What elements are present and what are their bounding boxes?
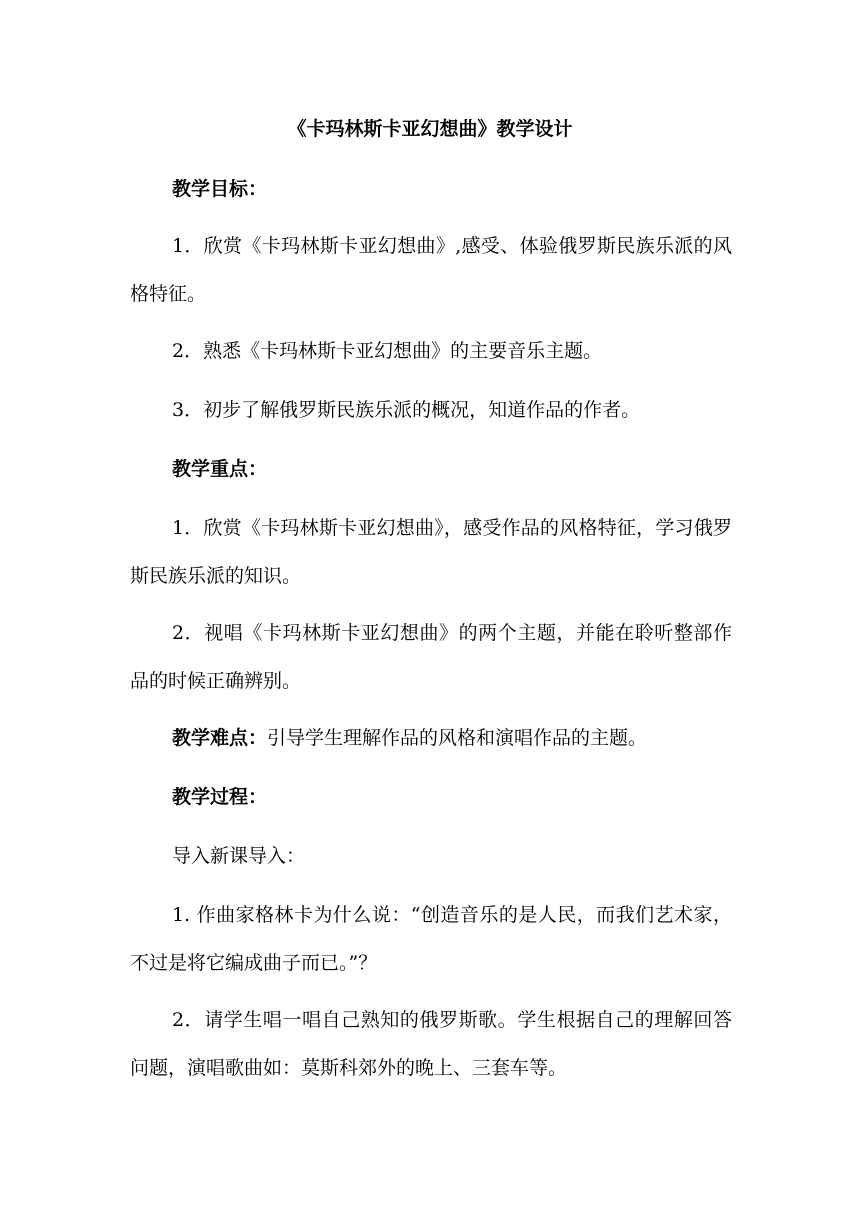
objective-item-3: 3．初步了解俄罗斯民族乐派的概况，知道作品的作者。: [172, 399, 641, 421]
objective-item-1: 1．欣赏《卡玛林斯卡亚幻想曲》,感受、体验俄罗斯民族乐派的风格特征。: [130, 235, 732, 305]
difficulty-text: 引导学生理解作品的风格和演唱作品的主题。: [267, 727, 648, 749]
intro-line: 导入新课导入：: [172, 845, 306, 867]
process-item-1: 1. 作曲家格林卡为什么说：“创造音乐的是人民，而我们艺术家，不过是将它编成曲子而已。”？: [130, 904, 732, 974]
document-title: 《卡玛林斯卡亚幻想曲》教学设计: [287, 118, 573, 140]
key-points-heading: 教学重点：: [172, 458, 268, 480]
objectives-heading: 教学目标：: [172, 178, 268, 200]
key-point-item-1: 1．欣赏《卡玛林斯卡亚幻想曲》，感受作品的风格特征，学习俄罗斯民族乐派的知识。: [130, 517, 732, 587]
difficulty-label: 教学难点：: [172, 727, 268, 749]
process-heading: 教学过程：: [172, 786, 268, 808]
difficulty-line: [130, 714, 732, 762]
objective-item-2: 2．熟悉《卡玛林斯卡亚幻想曲》的主要音乐主题。: [172, 340, 603, 362]
key-point-item-2: 2．视唱《卡玛林斯卡亚幻想曲》的两个主题，并能在聆听整部作品的时候正确辨别。: [130, 622, 732, 692]
process-item-2: 2．请学生唱一唱自己熟知的俄罗斯歌。学生根据自己的理解回答问题，演唱歌曲如：莫斯科郊外的晚上、三套车等。: [130, 1009, 732, 1079]
